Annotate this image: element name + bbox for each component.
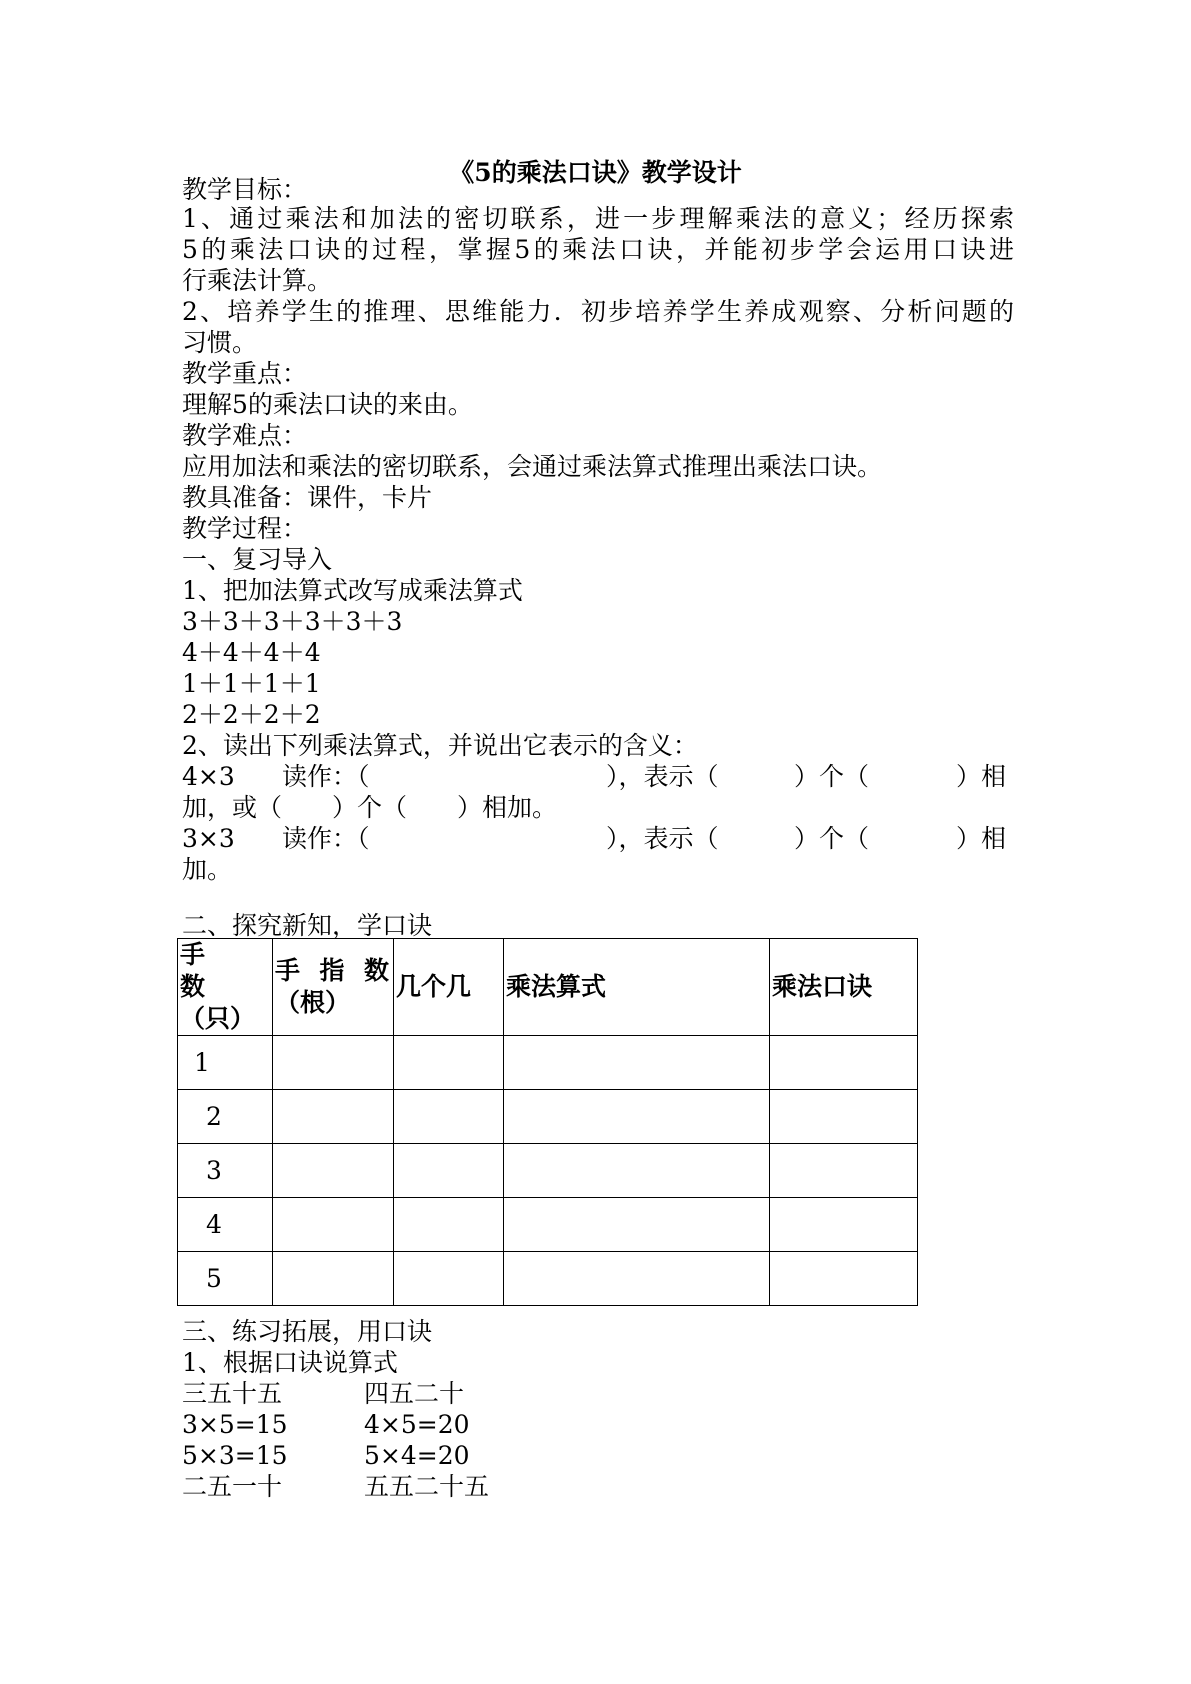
difficulty-heading: 教学难点： [182, 421, 308, 450]
equation-right: 4×5=20 [364, 1410, 470, 1439]
table-row [178, 1144, 918, 1198]
section-1-task-2: 2、读出下列乘法算式，并说出它表示的含义： [182, 731, 698, 760]
row-number: 4 [178, 1198, 273, 1252]
read-exercise-2 [182, 823, 1014, 855]
read-exercise-1 [182, 761, 1014, 793]
header-fingers-line-2: （根） [275, 988, 351, 1017]
blank-cell [504, 1198, 770, 1252]
table-header-row [178, 939, 918, 1036]
table-row [178, 1198, 918, 1252]
read-as-label: 读作：（ [282, 762, 370, 791]
section-3-task-1: 1、根据口诀说算式 [182, 1348, 398, 1377]
header-hands-line-1: 手 数 [180, 940, 256, 1001]
blank-cell [273, 1090, 394, 1144]
header-hands [178, 939, 273, 1036]
read-meaning-label: ），表示（ [606, 824, 719, 853]
objective-2-line-1: 2、培养学生的推理、思维能力．初步培养学生养成观察、分析问题的 [182, 297, 1014, 326]
read-exercise-2-continued: 加。 [182, 855, 233, 884]
header-equation: 乘法算式 [504, 939, 770, 1036]
objective-1-line-1: 1、通过乘法和加法的密切联系，进一步理解乘法的意义；经历探索 [182, 204, 1014, 233]
header-groups: 几个几 [394, 939, 504, 1036]
header-fingers-line-1: 手 指 数 [275, 956, 389, 985]
blank-cell [504, 1252, 770, 1306]
section-3-heading: 三、练习拓展，用口诀 [182, 1317, 433, 1346]
addition-expression: 2＋2＋2＋2 [182, 700, 321, 729]
process-heading: 教学过程： [182, 514, 308, 543]
section-1-task-1: 1、把加法算式改写成乘法算式 [182, 576, 523, 605]
addition-expression: 1＋1＋1＋1 [182, 669, 321, 698]
objectives-heading: 教学目标： [182, 175, 308, 204]
read-groups-label: ）个（ [794, 824, 870, 853]
section-1-heading: 一、复习导入 [182, 545, 333, 574]
blank-cell [394, 1198, 504, 1252]
equation-line [182, 1440, 782, 1472]
table-row [178, 1252, 918, 1306]
row-number: 1 [178, 1036, 273, 1090]
equation-line [182, 1409, 782, 1441]
blank-cell [770, 1144, 918, 1198]
blank-cell [394, 1252, 504, 1306]
blank-cell [504, 1036, 770, 1090]
read-sum-label: ）相 [956, 762, 1007, 791]
row-number: 3 [178, 1144, 273, 1198]
key-point-heading: 教学重点： [182, 359, 308, 388]
blank-cell [394, 1090, 504, 1144]
read-expression: 4×3 [182, 762, 235, 791]
blank-cell [273, 1252, 394, 1306]
addition-expression: 4＋4＋4＋4 [182, 638, 321, 667]
table-row [178, 1036, 918, 1090]
header-mnemonic: 乘法口诀 [770, 939, 918, 1036]
blank-cell [504, 1144, 770, 1198]
blank-cell [770, 1252, 918, 1306]
header-hands-line-2: （只） [180, 1004, 256, 1033]
equation-left: 3×5=15 [182, 1410, 288, 1439]
multiplication-table [177, 938, 918, 1306]
mnemonic-right: 五五二十五 [364, 1472, 490, 1501]
blank-cell [770, 1198, 918, 1252]
blank-cell [770, 1090, 918, 1144]
read-groups-label: ）个（ [794, 762, 870, 791]
mnemonic-left: 三五十五 [182, 1379, 283, 1408]
mnemonic-line [182, 1471, 782, 1503]
blank-cell [273, 1036, 394, 1090]
blank-cell [770, 1036, 918, 1090]
blank-cell [394, 1036, 504, 1090]
materials-line: 教具准备：课件，卡片 [182, 483, 433, 512]
objective-2-line-2: 习惯。 [182, 328, 258, 357]
section-2-heading: 二、探究新知，学口诀 [182, 911, 433, 940]
blank-cell [394, 1144, 504, 1198]
objective-1-line-3: 行乘法计算。 [182, 266, 333, 295]
blank-cell [273, 1144, 394, 1198]
blank-cell [273, 1198, 394, 1252]
read-as-label: 读作：（ [282, 824, 370, 853]
blank-cell [504, 1090, 770, 1144]
read-sum-label: ）相 [956, 824, 1007, 853]
table-row [178, 1090, 918, 1144]
row-number: 2 [178, 1090, 273, 1144]
key-point-text: 理解5的乘法口诀的来由。 [182, 390, 473, 419]
mnemonic-left: 二五一十 [182, 1472, 283, 1501]
read-meaning-label: ），表示（ [606, 762, 719, 791]
equation-right: 5×4=20 [364, 1441, 470, 1470]
document-title: 《5的乘法口诀》教学设计 [449, 158, 742, 187]
row-number: 5 [178, 1252, 273, 1306]
read-exercise-1-continued: 加，或（ ）个（ ）相加。 [182, 793, 558, 822]
addition-expression: 3＋3＋3＋3＋3＋3 [182, 607, 403, 636]
mnemonic-line [182, 1378, 782, 1410]
equation-left: 5×3=15 [182, 1441, 288, 1470]
read-expression: 3×3 [182, 824, 235, 853]
header-fingers [273, 939, 394, 1036]
difficulty-text: 应用加法和乘法的密切联系，会通过乘法算式推理出乘法口诀。 [182, 452, 883, 481]
mnemonic-right: 四五二十 [364, 1379, 465, 1408]
objective-1-line-2: 5的乘法口诀的过程，掌握5的乘法口诀，并能初步学会运用口诀进 [182, 235, 1014, 264]
